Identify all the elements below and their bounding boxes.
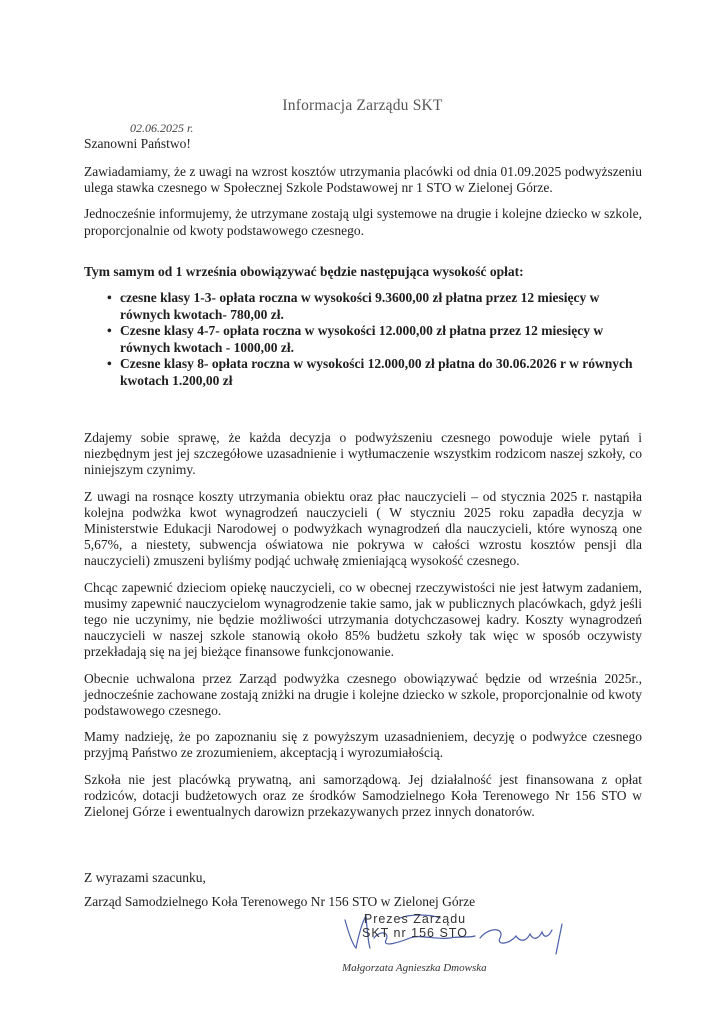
paragraph: Jednocześnie informujemy, że utrzymane zostają ulgi systemowe na drugie i kolejne dziecko w szkole, proporcjonalnie od kwoty podstawowego czesnego. <box>84 206 642 238</box>
paragraph: Obecnie uchwalona przez Zarząd podwyżka czesnego obowiązywać będzie od września 2025r., jednocześnie zachowane zostają zniżki na drugie i kolejne dziecko w szkole, proporcjonalnie od kwoty podstawowego czesnego. <box>84 670 642 719</box>
greeting: Szanowni Państwo! <box>84 136 191 151</box>
paragraph: Z uwagi na rosnące koszty utrzymania obiektu oraz płac nauczycieli – od stycznia 2025 r. nastąpiła kolejna podwżka kwot wynagrodzeń nauczycieli ( W styczniu 2025 roku zapadła decyzja w Ministerstwie Edukacji Narodowej o podwyżkach wynagrodzeń dla nauczycieli, które wynoszą one 5,67%, a niestety, subwencja oświatowa nie pokrywa w całości wzrostu kosztów pensji dla nauczycieli) zmuszeni byliśmy podjąć uchwałę zmieniającą wysokość czesnego. <box>84 488 642 569</box>
signatory-name: Małgorzata Agnieszka Dmowska <box>342 962 487 974</box>
fees-list <box>107 290 637 389</box>
closing: Z wyrazami szacunku, <box>84 870 206 885</box>
stamp <box>362 912 468 940</box>
paragraph: Zdajemy sobie sprawę, że każda decyzja o podwyższeniu czesnego powoduje wiele pytań i niezbędnym jest jej szczegółowe uzasadnienie i wytłumaczenie wszystkim rodzicom naszej szkoły, co niniejszym czynimy. <box>84 430 642 478</box>
fee-item: • Czesne klasy 4-7- opłata roczna w wysokości 12.000,00 zł płatna przez 12 miesięcy w równych kwotach - 1000,00 zł. <box>107 323 637 356</box>
justification-section <box>84 430 642 830</box>
stamp-line: SKT nr 156 STO <box>362 926 468 940</box>
fee-item: • Czesne klasy 8- opłata roczna w wysokości 12.000,00 zł płatna do 30.06.2026 r w równych kwotach 1.200,00 zł <box>107 356 637 389</box>
paragraph: Chcąc zapewnić dzieciom opiekę nauczycieli, co w obecnej rzeczywistości nie jest łatwym zadaniem, musimy zapewnić nauczycielom wynagrodzenie takie samo, jak w publicznych placówkach, gdyż jeśli tego nie uczynimy, nie będzie możliwości utrzymania dotychczasowej kadry. Koszty wynagrodzeń nauczycieli w naszej szkole stanowią około 85% budżetu szkoły tak więc w sposób oczywisty przekładają się na jej bieżące finansowe funkcjonowanie. <box>84 579 642 660</box>
document-date: 02.06.2025 r. <box>130 121 194 135</box>
stamp-line: Prezes Zarządu <box>363 912 467 926</box>
organization: Zarząd Samodzielnego Koła Terenowego Nr 156 STO w Zielonej Górze <box>84 894 476 909</box>
paragraph: Zawiadamiamy, że z uwagi na wzrost kosztów utrzymania placówki od dnia 01.09.2025 podwyższeniu ulega stawka czesnego w Społecznej Szkole Podstawowej nr 1 STO w Zielonej Górze. <box>84 164 642 196</box>
intro-section <box>84 164 642 249</box>
paragraph: Szkoła nie jest placówką prywatną, ani samorządową. Jej działalność jest finansowana z opłat rodziców, dotacji budżetowych oraz ze środków Samodzielnego Koła Terenowego Nr 156 STO w Zielonej Górze i ewentualnych darowizn przekazywanych przez innych donatorów. <box>84 771 642 820</box>
paragraph: Mamy nadzieję, że po zapoznaniu się z powyższym uzasadnieniem, decyzję o podwyżce czesnego przyjmą Państwo ze zrozumieniem, akceptacją i wyrozumiałością. <box>84 729 642 761</box>
document-title: Informacja Zarządu SKT <box>282 97 443 114</box>
fee-item: • czesne klasy 1-3- opłata roczna w wysokości 9.3600,00 zł płatna przez 12 miesięcy w równych kwotach- 780,00 zł. <box>107 290 637 323</box>
fees-heading: Tym samym od 1 września obowiązywać będzie następująca wysokość opłat: <box>84 264 524 279</box>
